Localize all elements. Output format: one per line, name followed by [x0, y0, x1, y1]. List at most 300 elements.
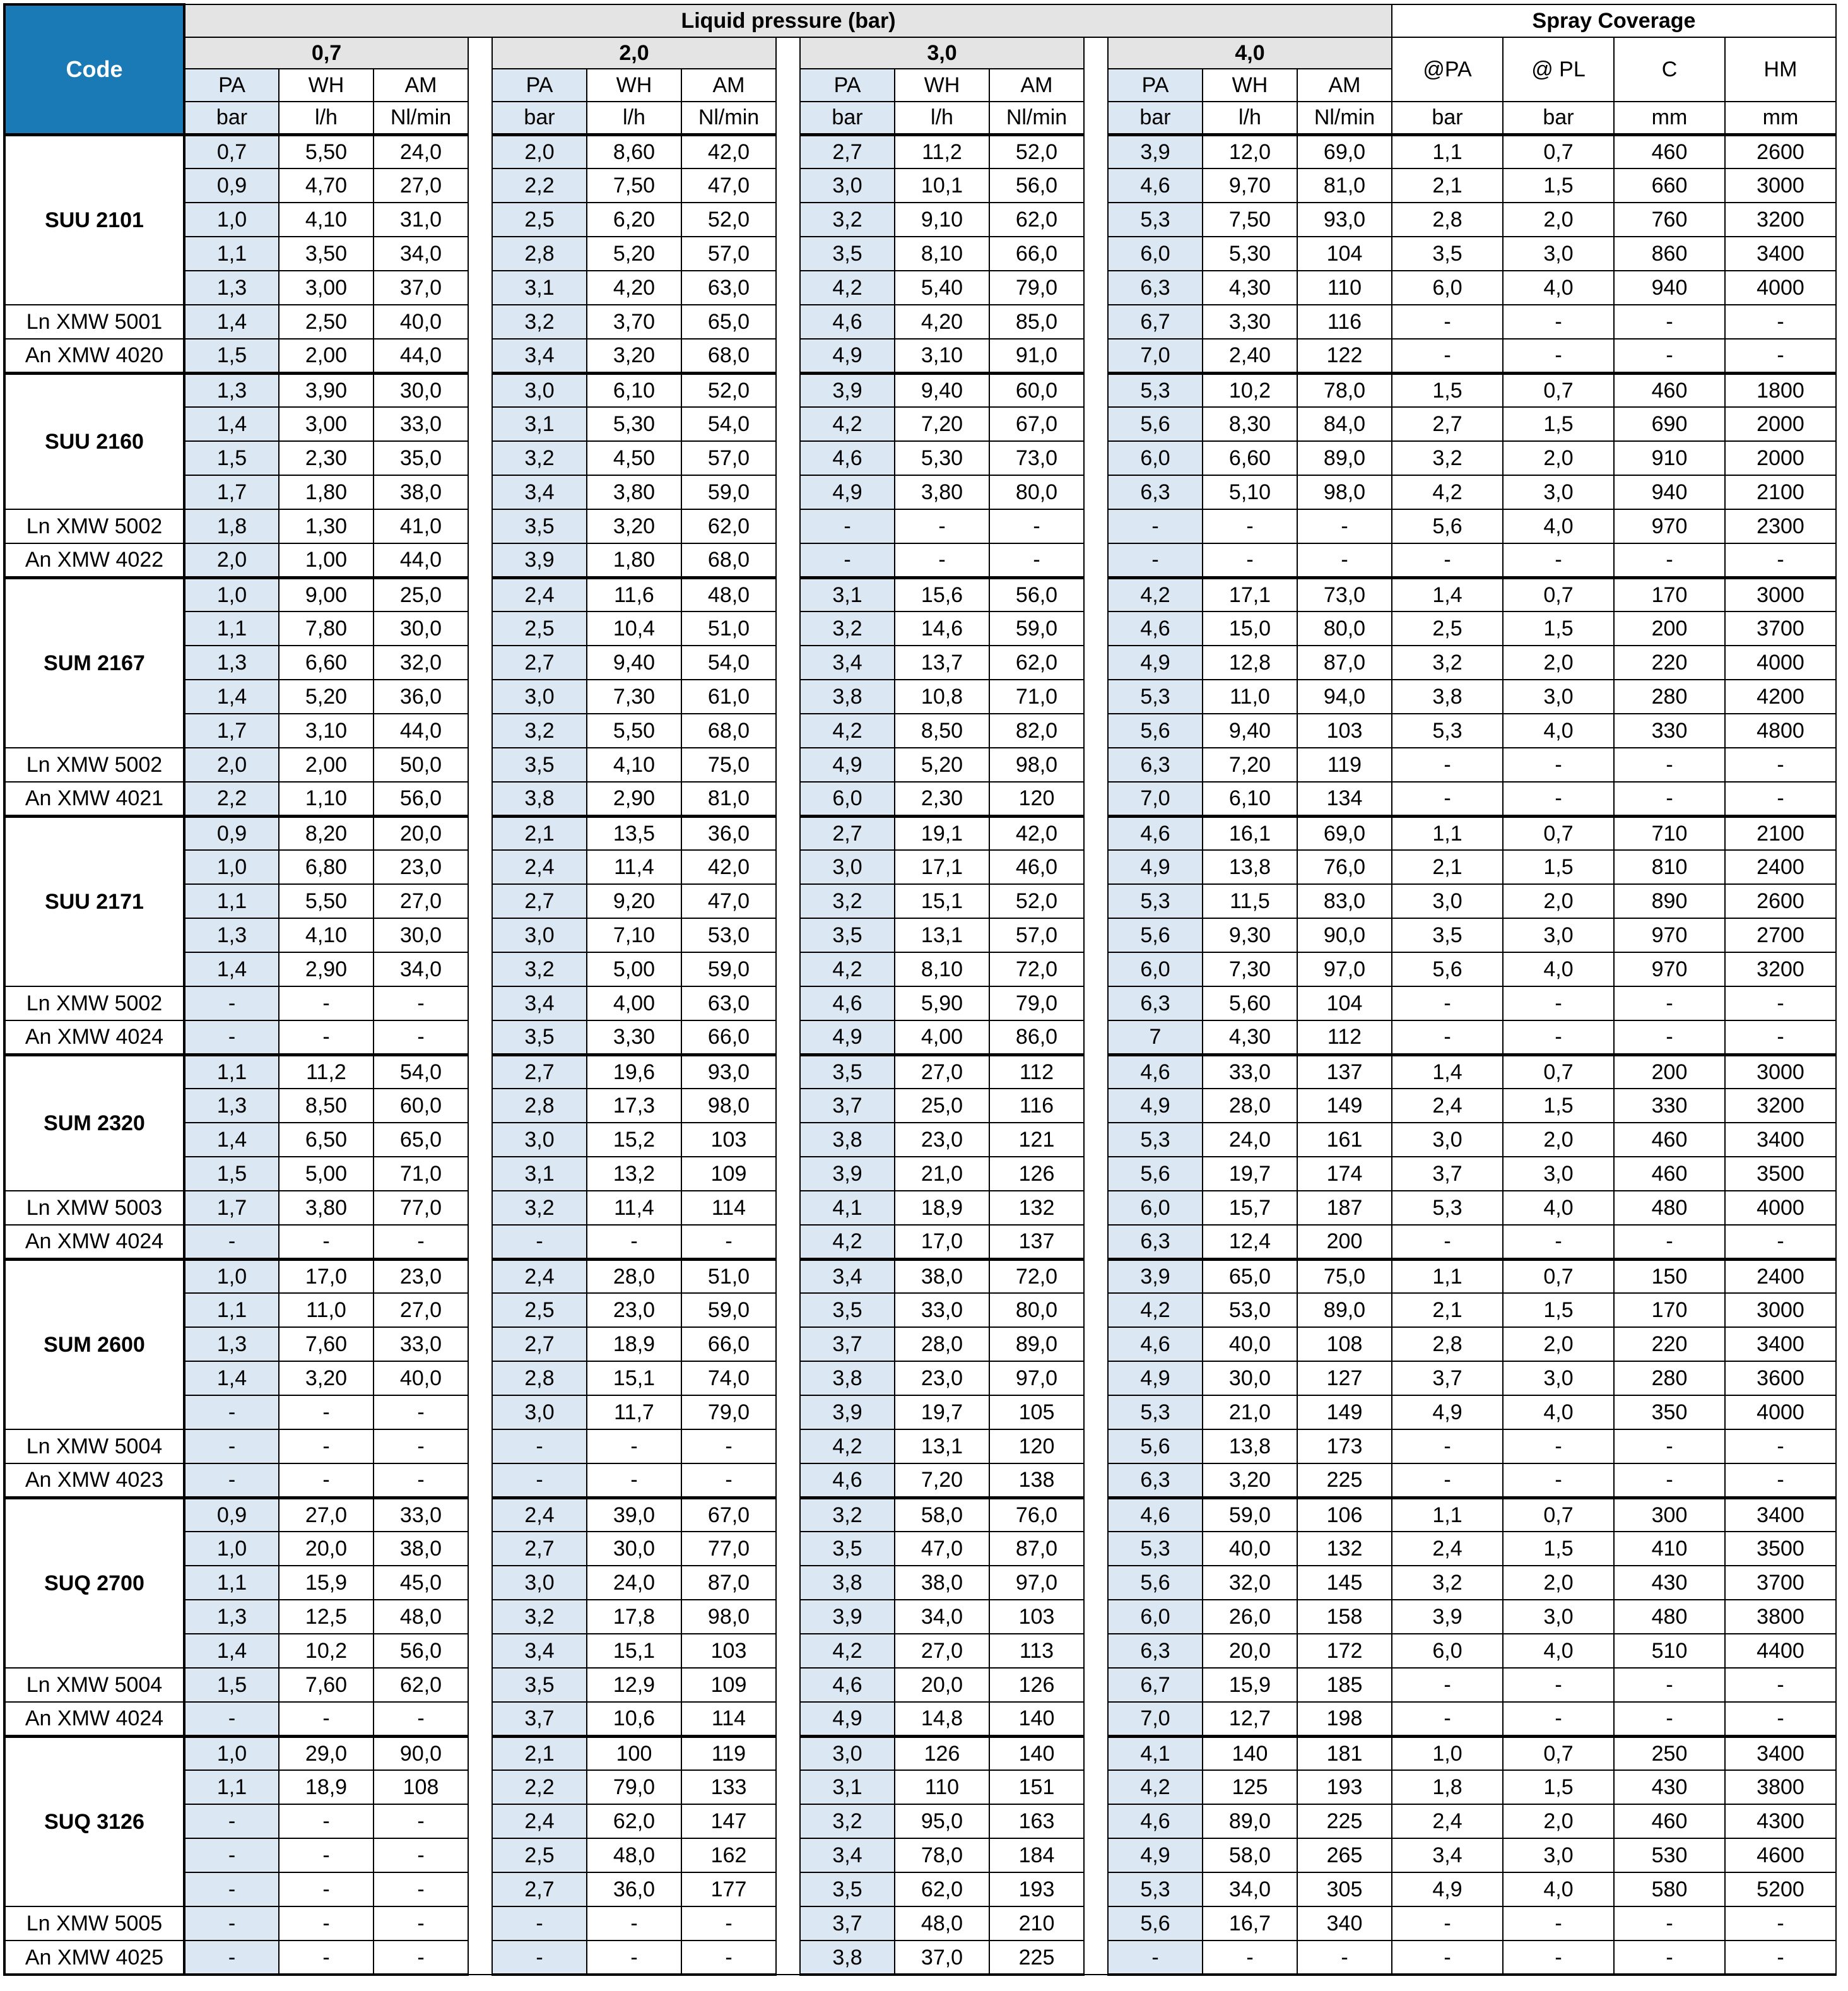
data-cell: 76,0 [989, 1498, 1084, 1532]
table-row [4, 1941, 1836, 1975]
data-cell: 20,0 [374, 816, 468, 850]
data-cell: 1,3 [184, 1327, 279, 1361]
data-cell: 77,0 [681, 1532, 776, 1566]
ln-label: Ln [26, 514, 50, 538]
data-cell: 103 [1297, 714, 1392, 748]
spray-data-cell: 250 [1614, 1736, 1725, 1770]
data-cell: 10,1 [895, 168, 989, 203]
data-cell: 3,9 [492, 543, 587, 577]
table-row [4, 1225, 1836, 1259]
table-row [4, 1157, 1836, 1191]
data-cell: 26,0 [1203, 1600, 1297, 1634]
data-cell: 93,0 [1297, 203, 1392, 237]
spray-data-cell: 460 [1614, 1804, 1725, 1838]
data-cell: 120 [989, 782, 1084, 816]
data-cell: - [374, 986, 468, 1020]
data-cell: 265 [1297, 1838, 1392, 1872]
spray-data-cell: 3000 [1725, 577, 1836, 611]
header-row-2 [4, 37, 1836, 69]
spray-data-cell: 3400 [1725, 1123, 1836, 1157]
data-cell: 7,50 [587, 168, 681, 203]
data-cell: - [1108, 509, 1203, 543]
table-row [4, 748, 1836, 782]
spray-data-cell: - [1614, 1225, 1725, 1259]
spray-data-cell: 4,0 [1503, 1191, 1614, 1225]
data-cell: 11,0 [279, 1293, 374, 1327]
sub-col-header: PA [492, 69, 587, 102]
data-cell: 90,0 [1297, 918, 1392, 952]
data-cell: 11,5 [1203, 884, 1297, 918]
data-cell: 5,6 [1108, 918, 1203, 952]
data-cell: - [374, 1463, 468, 1498]
data-cell: 28,0 [1203, 1089, 1297, 1123]
data-cell: 184 [989, 1838, 1084, 1872]
data-cell: 3,20 [587, 509, 681, 543]
data-cell: 3,1 [492, 271, 587, 305]
spray-data-cell: 280 [1614, 1361, 1725, 1395]
data-cell: - [279, 1838, 374, 1872]
spray-unit-cell: mm [1614, 102, 1725, 134]
spray-data-cell: 970 [1614, 509, 1725, 543]
header-row-1 [4, 4, 1836, 37]
sub-col-header: WH [587, 69, 681, 102]
data-cell: - [587, 1429, 681, 1463]
nozzle-code: SUU 2160 [4, 373, 184, 509]
data-cell: 23,0 [374, 1259, 468, 1293]
data-cell: 112 [1297, 1020, 1392, 1055]
data-cell: 97,0 [1297, 952, 1392, 986]
data-cell: 19,7 [895, 1395, 989, 1429]
data-cell: 23,0 [895, 1361, 989, 1395]
spray-data-cell: - [1503, 543, 1614, 577]
data-cell: 30,0 [374, 611, 468, 646]
data-cell: 149 [1297, 1089, 1392, 1123]
data-cell: 86,0 [989, 1020, 1084, 1055]
data-cell: 2,7 [492, 1055, 587, 1089]
data-cell: 105 [989, 1395, 1084, 1429]
data-cell: 3,70 [587, 305, 681, 339]
data-cell: 3,9 [800, 1157, 895, 1191]
an-label: An [25, 343, 52, 368]
spray-data-cell: 5,6 [1392, 952, 1503, 986]
spray-data-cell: 0,7 [1503, 1259, 1614, 1293]
data-cell: - [374, 1429, 468, 1463]
data-cell: 56,0 [374, 782, 468, 816]
data-cell: 87,0 [1297, 646, 1392, 680]
data-cell: 97,0 [989, 1566, 1084, 1600]
data-cell: 1,4 [184, 680, 279, 714]
spray-data-cell: 200 [1614, 611, 1725, 646]
data-cell: 1,0 [184, 577, 279, 611]
data-cell: 104 [1297, 237, 1392, 271]
data-cell: 44,0 [374, 714, 468, 748]
data-cell: 66,0 [681, 1327, 776, 1361]
data-cell: 138 [989, 1463, 1084, 1498]
spray-data-cell: 580 [1614, 1872, 1725, 1906]
data-cell: - [989, 543, 1084, 577]
data-cell: 56,0 [374, 1634, 468, 1668]
data-cell: 5,50 [279, 134, 374, 168]
data-cell: 5,20 [895, 748, 989, 782]
data-cell: 10,4 [587, 611, 681, 646]
spray-data-cell: 4,9 [1392, 1395, 1503, 1429]
data-cell: - [279, 1872, 374, 1906]
spray-data-cell: - [1725, 748, 1836, 782]
data-cell: 3,7 [800, 1906, 895, 1941]
unit-cell: Nl/min [681, 102, 776, 134]
data-cell: 30,0 [587, 1532, 681, 1566]
data-cell: 7,20 [895, 1463, 989, 1498]
data-cell: 5,3 [1108, 1532, 1203, 1566]
data-cell: 1,4 [184, 952, 279, 986]
data-cell: 78,0 [895, 1838, 989, 1872]
data-cell: 2,2 [184, 782, 279, 816]
ln-label: Ln [26, 1434, 50, 1458]
data-cell: 4,9 [800, 475, 895, 509]
data-cell: 81,0 [681, 782, 776, 816]
spray-data-cell: 0,7 [1503, 134, 1614, 168]
data-cell: 103 [681, 1123, 776, 1157]
data-cell: 2,7 [492, 884, 587, 918]
data-cell: 71,0 [374, 1157, 468, 1191]
spray-data-cell: 530 [1614, 1838, 1725, 1872]
data-cell: 4,2 [800, 714, 895, 748]
data-cell: 7,20 [895, 407, 989, 441]
spray-data-cell: 300 [1614, 1498, 1725, 1532]
data-cell: 5,50 [587, 714, 681, 748]
spray-data-cell: 170 [1614, 577, 1725, 611]
data-cell: 2,0 [184, 748, 279, 782]
data-cell: 3,5 [800, 918, 895, 952]
table-row [4, 134, 1836, 168]
spray-data-cell: - [1614, 339, 1725, 373]
spray-data-cell: 3400 [1725, 1736, 1836, 1770]
data-cell: 3,8 [800, 1123, 895, 1157]
data-cell: 185 [1297, 1668, 1392, 1702]
data-cell: 44,0 [374, 339, 468, 373]
ln-code-cell [4, 305, 184, 339]
data-cell: 3,5 [800, 1872, 895, 1906]
data-cell: 1,8 [184, 509, 279, 543]
data-cell: 27,0 [895, 1055, 989, 1089]
data-cell: 2,90 [279, 952, 374, 986]
data-cell: 87,0 [681, 1566, 776, 1600]
data-cell: 69,0 [1297, 816, 1392, 850]
data-cell: 2,50 [279, 305, 374, 339]
data-cell: 15,9 [279, 1566, 374, 1600]
table-row [4, 1395, 1836, 1429]
data-cell: 2,4 [492, 1804, 587, 1838]
spray-data-cell: - [1392, 305, 1503, 339]
data-cell: - [1203, 1941, 1297, 1975]
header-row-4 [4, 102, 1836, 134]
data-cell: 5,6 [1108, 407, 1203, 441]
data-cell: 85,0 [989, 305, 1084, 339]
data-cell: 33,0 [374, 1327, 468, 1361]
spray-data-cell: 1,1 [1392, 134, 1503, 168]
data-cell: 30,0 [374, 373, 468, 407]
data-cell: 4,9 [1108, 1361, 1203, 1395]
data-cell: 57,0 [681, 441, 776, 475]
data-cell: 112 [989, 1055, 1084, 1089]
spray-data-cell: 4,0 [1503, 509, 1614, 543]
data-cell: 2,1 [492, 1736, 587, 1770]
spray-data-cell: 6,0 [1392, 271, 1503, 305]
unit-cell: bar [492, 102, 587, 134]
spray-data-cell: 2,4 [1392, 1532, 1503, 1566]
data-cell: - [184, 1463, 279, 1498]
an-label: An [25, 1229, 52, 1254]
data-cell: 1,7 [184, 1191, 279, 1225]
data-cell: 3,00 [279, 407, 374, 441]
block-separator [468, 37, 492, 1975]
data-cell: 3,1 [800, 577, 895, 611]
table-row [4, 1429, 1836, 1463]
data-cell: 108 [1297, 1327, 1392, 1361]
spray-data-cell: - [1725, 1941, 1836, 1975]
data-cell: 12,0 [1203, 134, 1297, 168]
data-cell: 59,0 [1203, 1498, 1297, 1532]
ln-label: Ln [26, 1673, 50, 1697]
data-cell: 3,5 [492, 1020, 587, 1055]
data-cell: 12,7 [1203, 1702, 1297, 1736]
data-cell: - [184, 1225, 279, 1259]
table-row [4, 1498, 1836, 1532]
data-cell: 3,2 [492, 714, 587, 748]
data-cell: 1,10 [279, 782, 374, 816]
data-cell: - [184, 1804, 279, 1838]
data-cell: 1,3 [184, 1600, 279, 1634]
data-cell: 37,0 [895, 1941, 989, 1975]
data-cell: 75,0 [681, 748, 776, 782]
spray-data-cell: - [1503, 1941, 1614, 1975]
data-cell: 79,0 [587, 1770, 681, 1804]
data-cell: 1,4 [184, 407, 279, 441]
data-cell: 4,6 [1108, 611, 1203, 646]
data-cell: 9,30 [1203, 918, 1297, 952]
unit-cell: l/h [1203, 102, 1297, 134]
spray-data-cell: 3700 [1725, 611, 1836, 646]
data-cell: 36,0 [374, 680, 468, 714]
data-cell: - [1297, 543, 1392, 577]
spray-data-cell: 1,5 [1503, 407, 1614, 441]
data-cell: 4,1 [1108, 1736, 1203, 1770]
data-cell: 2,7 [800, 816, 895, 850]
data-cell: 79,0 [989, 986, 1084, 1020]
sub-col-header: AM [374, 69, 468, 102]
data-cell: 34,0 [895, 1600, 989, 1634]
data-cell: 24,0 [374, 134, 468, 168]
spray-data-cell: 3600 [1725, 1361, 1836, 1395]
table-row [4, 1770, 1836, 1804]
spray-data-cell: 4,0 [1503, 1634, 1614, 1668]
data-cell: 31,0 [374, 203, 468, 237]
data-cell: 3,9 [1108, 134, 1203, 168]
spray-data-cell: 970 [1614, 918, 1725, 952]
data-cell: 121 [989, 1123, 1084, 1157]
data-cell: 3,1 [492, 1157, 587, 1191]
spray-data-cell: 3400 [1725, 1327, 1836, 1361]
data-cell: 20,0 [895, 1668, 989, 1702]
data-cell: 34,0 [374, 237, 468, 271]
spray-data-cell: 660 [1614, 168, 1725, 203]
data-cell: - [681, 1463, 776, 1498]
data-cell: - [895, 543, 989, 577]
data-cell: 84,0 [1297, 407, 1392, 441]
data-cell: 116 [989, 1089, 1084, 1123]
spray-data-cell: - [1614, 748, 1725, 782]
data-cell: 48,0 [374, 1600, 468, 1634]
data-cell: 110 [895, 1770, 989, 1804]
data-cell: 145 [1297, 1566, 1392, 1600]
spray-data-cell: 2,0 [1503, 646, 1614, 680]
spray-data-cell: 460 [1614, 373, 1725, 407]
data-cell: 24,0 [1203, 1123, 1297, 1157]
data-cell: 1,3 [184, 271, 279, 305]
table-row [4, 1906, 1836, 1941]
data-cell: 1,3 [184, 1089, 279, 1123]
data-cell: 80,0 [989, 1293, 1084, 1327]
block-separator [1084, 37, 1108, 1975]
data-cell: 172 [1297, 1634, 1392, 1668]
data-cell: 15,7 [1203, 1191, 1297, 1225]
data-cell: 193 [1297, 1770, 1392, 1804]
data-cell: 30,0 [1203, 1361, 1297, 1395]
spray-data-cell: - [1392, 1429, 1503, 1463]
spray-data-cell: 940 [1614, 271, 1725, 305]
data-cell: 10,2 [279, 1634, 374, 1668]
data-cell: 4,6 [800, 1463, 895, 1498]
table-row [4, 203, 1836, 237]
data-cell: - [800, 543, 895, 577]
data-cell: 1,1 [184, 1055, 279, 1089]
data-cell: 3,5 [492, 1668, 587, 1702]
data-cell: 19,7 [1203, 1157, 1297, 1191]
data-cell: 18,9 [895, 1191, 989, 1225]
spray-data-cell: 1,0 [1392, 1736, 1503, 1770]
an-code-cell [4, 1020, 184, 1055]
spray-data-cell: 3,0 [1503, 918, 1614, 952]
spray-data-cell: 150 [1614, 1259, 1725, 1293]
data-cell: 4,2 [800, 952, 895, 986]
sub-col-header: WH [895, 69, 989, 102]
data-cell: - [184, 1872, 279, 1906]
data-cell: 23,0 [895, 1123, 989, 1157]
data-cell: 4,2 [1108, 1770, 1203, 1804]
data-cell: 4,6 [1108, 1055, 1203, 1089]
data-cell: 48,0 [895, 1906, 989, 1941]
spray-data-cell: 3,0 [1503, 680, 1614, 714]
data-cell: 5,3 [1108, 1123, 1203, 1157]
data-cell: 104 [1297, 986, 1392, 1020]
data-cell: 73,0 [1297, 577, 1392, 611]
table-row [4, 850, 1836, 884]
data-cell: 24,0 [587, 1566, 681, 1600]
data-cell: - [279, 986, 374, 1020]
table-row [4, 918, 1836, 952]
data-cell: 3,4 [800, 1838, 895, 1872]
spray-data-cell: 3,2 [1392, 441, 1503, 475]
data-cell: 20,0 [1203, 1634, 1297, 1668]
data-cell: 62,0 [989, 203, 1084, 237]
spray-data-cell: 460 [1614, 1157, 1725, 1191]
data-cell: 36,0 [587, 1872, 681, 1906]
spray-data-cell: - [1503, 1429, 1614, 1463]
spray-data-cell: - [1614, 1020, 1725, 1055]
data-cell: 7,30 [1203, 952, 1297, 986]
data-cell: 6,60 [1203, 441, 1297, 475]
data-cell: 8,10 [895, 952, 989, 986]
data-cell: 132 [989, 1191, 1084, 1225]
data-cell: 63,0 [681, 271, 776, 305]
data-cell: 3,9 [800, 1395, 895, 1429]
data-cell: 0,9 [184, 1498, 279, 1532]
data-cell: 58,0 [895, 1498, 989, 1532]
data-cell: 7,20 [1203, 748, 1297, 782]
spray-data-cell: 220 [1614, 646, 1725, 680]
data-cell: 40,0 [1203, 1532, 1297, 1566]
data-cell: 6,0 [1108, 1600, 1203, 1634]
data-cell: 4,10 [587, 748, 681, 782]
data-cell: 126 [989, 1157, 1084, 1191]
data-cell: 41,0 [374, 509, 468, 543]
data-cell: 225 [1297, 1463, 1392, 1498]
data-cell: 4,2 [1108, 577, 1203, 611]
sub-col-header: PA [184, 69, 279, 102]
data-cell: 15,0 [1203, 611, 1297, 646]
data-cell: 5,10 [1203, 475, 1297, 509]
data-cell: 13,1 [895, 918, 989, 952]
spray-data-cell: - [1392, 1668, 1503, 1702]
data-cell: 2,5 [492, 1838, 587, 1872]
data-cell: 5,00 [587, 952, 681, 986]
data-cell: 13,1 [895, 1429, 989, 1463]
ln-value: XMW 5002 [56, 991, 163, 1015]
pressure-header: 3,0 [800, 37, 1084, 69]
data-cell: 5,3 [1108, 1395, 1203, 1429]
spray-data-cell: 220 [1614, 1327, 1725, 1361]
an-label: An [25, 548, 52, 572]
spray-data-cell: - [1392, 339, 1503, 373]
data-cell: - [279, 1463, 374, 1498]
spray-data-cell: 4,0 [1503, 271, 1614, 305]
spray-data-cell: 5,6 [1392, 509, 1503, 543]
data-cell: 3,2 [492, 952, 587, 986]
data-cell: 9,40 [1203, 714, 1297, 748]
data-cell: 97,0 [989, 1361, 1084, 1395]
data-cell: 3,50 [279, 237, 374, 271]
data-cell: 2,5 [492, 1293, 587, 1327]
spray-data-cell: 3,0 [1503, 475, 1614, 509]
spray-data-cell: 0,7 [1503, 1736, 1614, 1770]
data-cell: 2,8 [492, 237, 587, 271]
data-cell: 28,0 [895, 1327, 989, 1361]
data-cell: 1,4 [184, 1361, 279, 1395]
data-cell: 3,8 [492, 782, 587, 816]
liquid-pressure-header: Liquid pressure (bar) [184, 4, 1392, 37]
ln-value: XMW 5003 [56, 1196, 163, 1220]
table-row [4, 1838, 1836, 1872]
spray-data-cell: - [1503, 1702, 1614, 1736]
data-cell: - [1297, 1941, 1392, 1975]
data-cell: 4,50 [587, 441, 681, 475]
data-cell: 6,10 [587, 373, 681, 407]
data-cell: 8,30 [1203, 407, 1297, 441]
sub-col-header: PA [1108, 69, 1203, 102]
data-cell: - [989, 509, 1084, 543]
data-cell: 2,7 [492, 1532, 587, 1566]
data-cell: 3,7 [492, 1702, 587, 1736]
